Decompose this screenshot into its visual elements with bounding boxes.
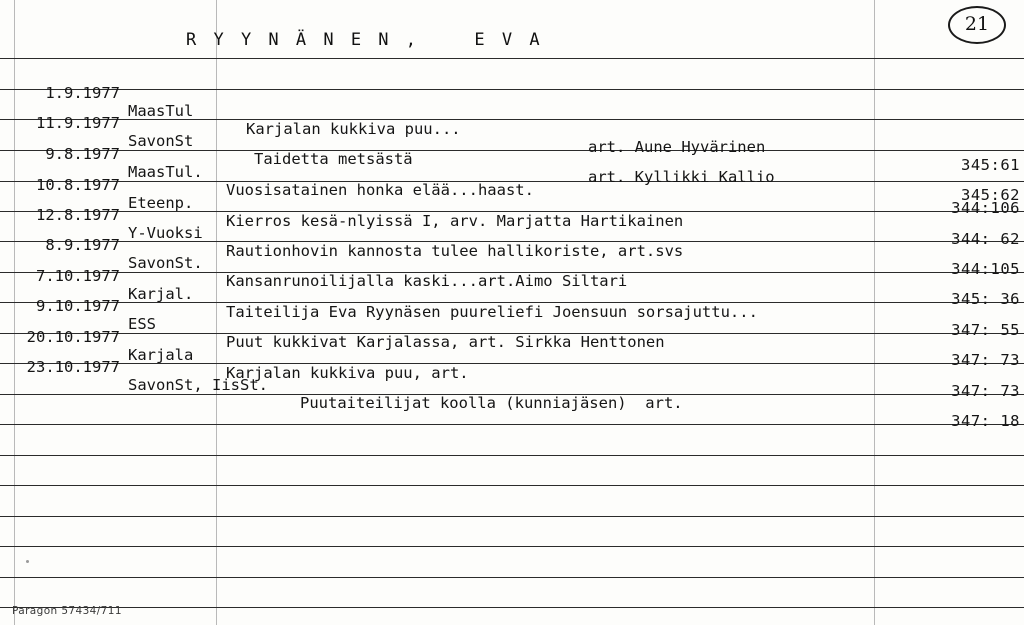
entry-author: art. Aune Hyvärinen xyxy=(588,138,766,156)
rule-line xyxy=(0,577,1024,578)
form-code-footer: Paragon 57434/711 xyxy=(12,605,122,617)
entry-paper: SavonSt xyxy=(128,132,194,150)
entry-paper: SavonSt. xyxy=(128,254,203,272)
entry-date: 8.9.1977 xyxy=(45,236,120,254)
entry-title: Taidetta metsästä xyxy=(254,150,413,168)
entry-ref: 347: 18 xyxy=(951,412,1020,430)
entry-date: 1.9.1977 xyxy=(45,84,120,102)
rule-line xyxy=(0,516,1024,517)
entry-ref: 344:106 xyxy=(951,199,1020,217)
pencil-speck xyxy=(26,560,29,563)
entry-ref: 344:105 xyxy=(951,260,1020,278)
card-number-badge: 21 xyxy=(948,6,1006,44)
entry-paper: MaasTul. xyxy=(128,163,203,181)
rule-line xyxy=(0,424,1024,425)
entry-title: Puut kukkivat Karjalassa, art. Sirkka Henttonen xyxy=(226,333,665,351)
entry-date: 7.10.1977 xyxy=(36,267,120,285)
entry-paper: Karjala xyxy=(128,346,194,364)
entry-date: 23.10.1977 xyxy=(26,358,120,376)
entry-author: art. Kyllikki Kallio xyxy=(588,168,775,186)
rule-line xyxy=(0,607,1024,608)
entry-date: 12.8.1977 xyxy=(36,206,120,224)
entry-date: 9.10.1977 xyxy=(36,297,120,315)
page-title: R Y Y N Ä N E N , E V A xyxy=(186,30,544,50)
entry-title: Vuosisatainen honka elää...haast. xyxy=(226,181,534,199)
entry-title: Taiteilija Eva Ryynäsen puureliefi Joensuun sorsajuttu... xyxy=(226,303,758,321)
entry-ref: 347: 73 xyxy=(951,351,1020,369)
entry-date: 11.9.1977 xyxy=(36,114,120,132)
entry-ref: 345:62 xyxy=(961,186,1020,204)
entry-date: 20.10.1977 xyxy=(26,328,120,346)
entry-title: Rautionhovin kannosta tulee hallikoriste, art.svs xyxy=(226,242,684,260)
entry-title: Kansanrunoilijalla kaski...art.Aimo Siltari xyxy=(226,272,628,290)
entry-ref: 347: 73 xyxy=(951,382,1020,400)
entry-title: Puutaiteilijat koolla (kunniajäsen) art. xyxy=(300,394,683,412)
entry-ref: 347: 55 xyxy=(951,321,1020,339)
rule-line xyxy=(0,485,1024,486)
entry-date: 10.8.1977 xyxy=(36,176,120,194)
entry-paper: Eteenp. xyxy=(128,194,194,212)
rule-line xyxy=(0,546,1024,547)
entry-paper: Y-Vuoksi xyxy=(128,224,203,242)
entry-ref: 345:61 xyxy=(961,156,1020,174)
entry-paper: MaasTul xyxy=(128,102,194,120)
entry-title: Kierros kesä-nlyissä I, arv. Marjatta Hartikainen xyxy=(226,212,684,230)
entry-paper: SavonSt, IisSt. xyxy=(128,376,268,394)
entry-ref: 345: 36 xyxy=(951,290,1020,308)
entry-ref: 344: 62 xyxy=(951,230,1020,248)
entry-paper: Karjal. xyxy=(128,285,194,303)
entry-paper: ESS xyxy=(128,315,156,333)
entry-title: Karjalan kukkiva puu... xyxy=(246,120,461,138)
entry-date: 9.8.1977 xyxy=(45,145,120,163)
rule-line xyxy=(0,58,1024,59)
entry-title: Karjalan kukkiva puu, art. xyxy=(226,364,469,382)
rule-line xyxy=(0,455,1024,456)
